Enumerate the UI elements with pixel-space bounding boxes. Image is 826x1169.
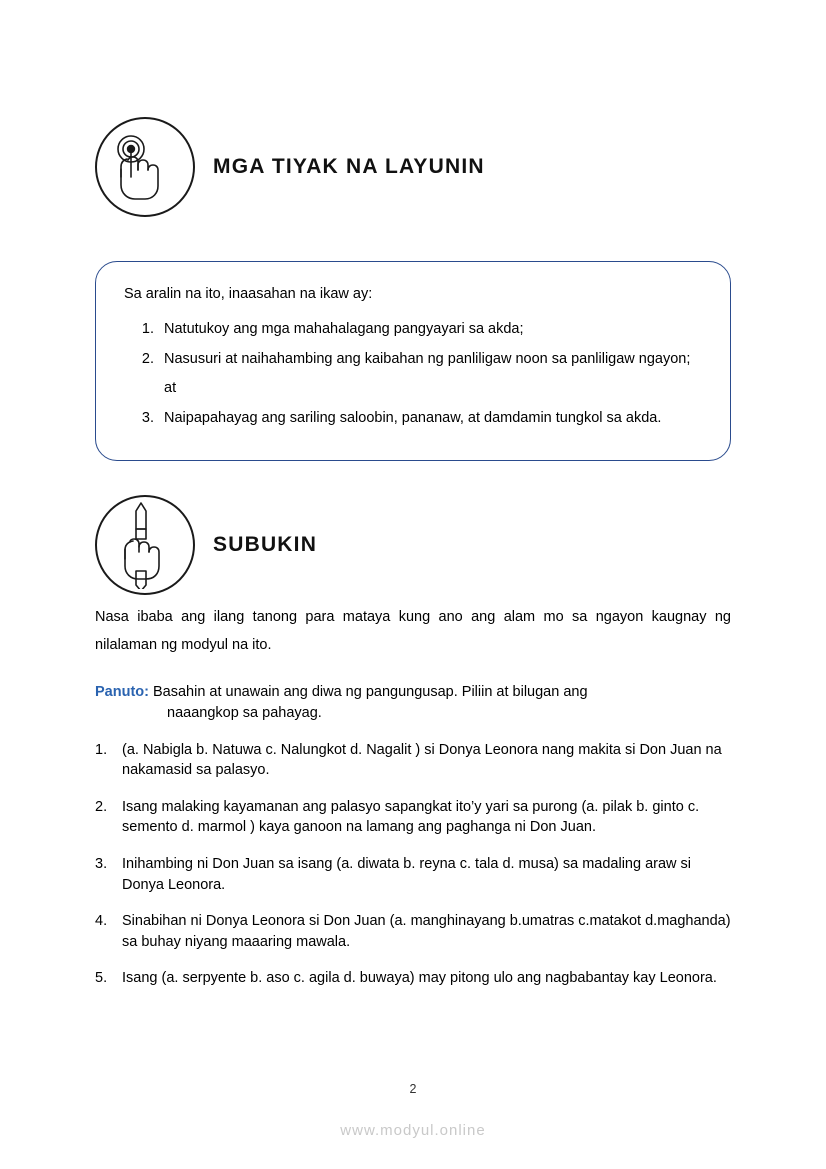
panuto-text-second-line: naaangkop sa pahayag.: [167, 704, 322, 721]
objectives-intro: Sa aralin na ito, inaasahan na ikaw ay:: [124, 286, 373, 302]
watermark: www.modyul.online: [340, 1122, 486, 1139]
quiz-number: 1.: [95, 741, 108, 758]
quiz-number: 2.: [95, 798, 108, 815]
quiz-item: [95, 740, 731, 781]
quiz-number: 5.: [95, 970, 108, 987]
objectives-box: [95, 261, 731, 461]
quiz-item: [95, 797, 731, 838]
panuto-text: Basahin at unawain ang diwa ng pangungusap. Piliin at bilugan ang: [153, 683, 588, 700]
objective-item: 2. Nasusuri at naihahambing ang kaibahan ng panliligaw noon sa panliligaw ngayon; at: [158, 345, 704, 402]
quiz-question-text: (a. Nabigla b. Natuwa c. Nalungkot d. Nagalit ) si Donya Leonora nang makita si Don Juan na nakamasid sa palasyo.: [122, 741, 722, 779]
objective-item: 3. Naipapahayag ang sariling saloobin, pananaw, at damdamin tungkol sa akda.: [158, 404, 704, 432]
quiz-number: 3.: [95, 855, 108, 872]
objectives-list: [122, 315, 704, 432]
quiz-question-text: Sinabihan ni Donya Leonora si Don Juan (a. manghinayang b.umatras c.matakot d.maghanda) sa buhay niyang maaaring mawala.: [122, 913, 731, 950]
subukin-title: SUBUKIN: [213, 533, 318, 557]
panuto-label: Panuto:: [95, 683, 149, 700]
quiz-item: [95, 854, 731, 895]
objective-item: 1. Natutukoy ang mga mahahalagang pangyayari sa akda;: [158, 315, 704, 343]
hand-holding-pencil-icon: [95, 495, 195, 595]
quiz-number: 4.: [95, 913, 108, 930]
objectives-title: MGA TIYAK NA LAYUNIN: [213, 155, 485, 178]
subukin-section-header: [95, 495, 731, 595]
subukin-paragraph: Nasa ibaba ang ilang tanong para mataya kung ano ang alam mo sa ngayon kaugnay ng nilalaman ng modyul na ito.: [95, 609, 731, 654]
page-number: 2: [409, 1082, 417, 1096]
quiz-question-text: Isang (a. serpyente b. aso c. agila d. buwaya) may pitong ulo ang nagbabantay kay Leonora.: [122, 970, 717, 987]
quiz-question-text: Inihambing ni Don Juan sa isang (a. diwata b. reyna c. tala d. musa) sa madaling araw si Donya Leonora.: [122, 855, 692, 893]
quiz-item: [95, 911, 731, 952]
quiz-item: [95, 968, 731, 989]
quiz-question-text: Isang malaking kayamanan ang palasyo sapangkat ito’y yari sa purong (a. pilak b. ginto c. semento d. marmol ) kaya ganoon na lamang ang paghanga ni Don Juan.: [122, 798, 700, 836]
hand-pointing-target-icon: [95, 117, 195, 217]
quiz-list: [95, 740, 731, 989]
objectives-section-header: [95, 0, 731, 217]
panuto-block: [95, 682, 731, 724]
